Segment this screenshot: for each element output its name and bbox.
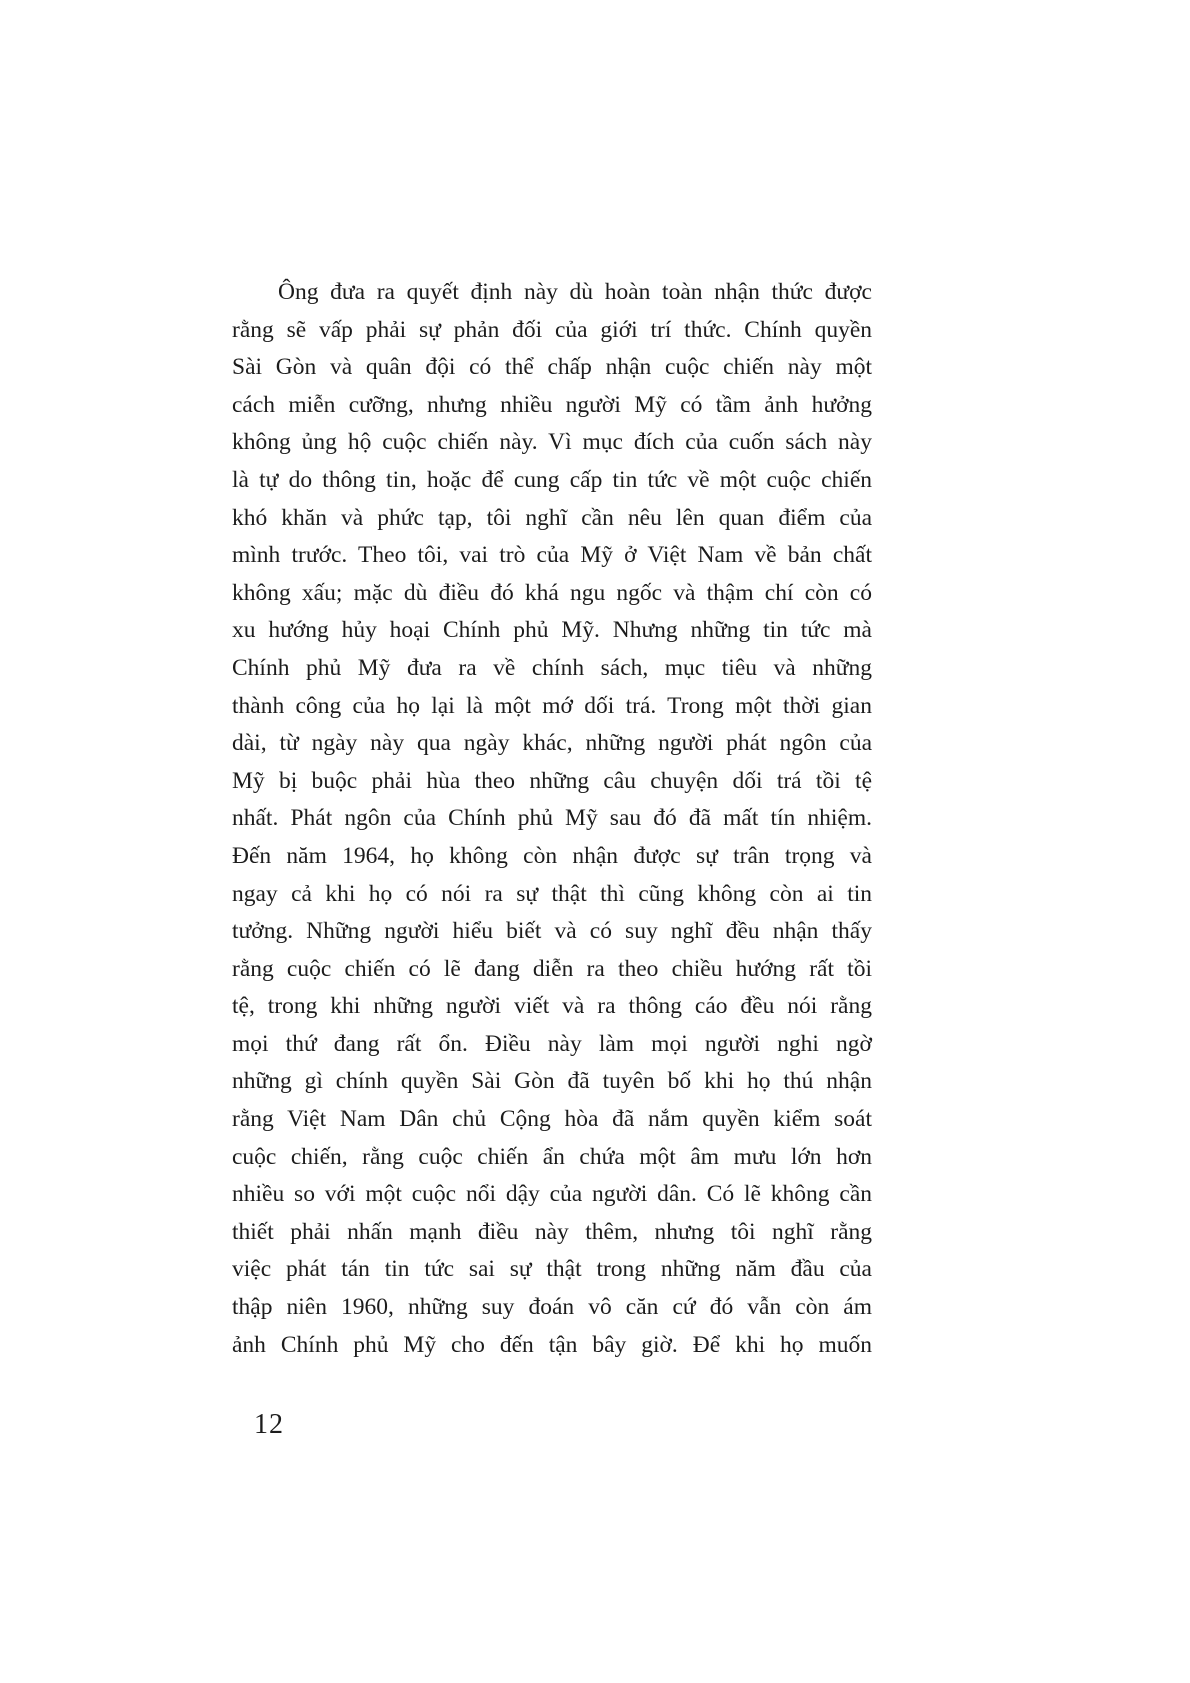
- text-line: không ủng hộ cuộc chiến này. Vì mục đích của cuốn sách này: [232, 429, 872, 456]
- text-line: rằng sẽ vấp phải sự phản đối của giới trí thức. Chính quyền: [232, 316, 872, 343]
- text-line: Ông đưa ra quyết định này dù hoàn toàn nhận thức được: [278, 279, 872, 305]
- text-line: tưởng. Những người hiểu biết và có suy nghĩ đều nhận thấy: [232, 918, 872, 945]
- text-line: rằng Việt Nam Dân chủ Cộng hòa đã nắm quyền kiểm soát: [232, 1106, 872, 1133]
- text-line: những gì chính quyền Sài Gòn đã tuyên bố khi họ thú nhận: [232, 1068, 872, 1095]
- text-line: cách miễn cưỡng, nhưng nhiều người Mỹ có tầm ảnh hưởng: [232, 391, 872, 418]
- text-line: Sài Gòn và quân đội có thể chấp nhận cuộc chiến này một: [232, 354, 872, 381]
- text-line: Mỹ bị buộc phải hùa theo những câu chuyện dối trá tồi tệ: [232, 767, 872, 794]
- text-line: thành công của họ lại là một mớ dối trá. Trong một thời gian: [232, 692, 872, 719]
- text-line: thập niên 1960, những suy đoán vô căn cứ đó vẫn còn ám: [232, 1294, 872, 1321]
- page-number: 12: [254, 1409, 284, 1440]
- text-line: rằng cuộc chiến có lẽ đang diễn ra theo chiều hướng rất tồi: [232, 955, 872, 982]
- text-line: khó khăn và phức tạp, tôi nghĩ cần nêu lên quan điểm của: [232, 504, 872, 531]
- text-line: Đến năm 1964, họ không còn nhận được sự trân trọng và: [232, 842, 872, 869]
- text-line: dài, từ ngày này qua ngày khác, những người phát ngôn của: [232, 730, 872, 757]
- text-line: Chính phủ Mỹ đưa ra về chính sách, mục tiêu và những: [232, 654, 872, 681]
- text-line: không xấu; mặc dù điều đó khá ngu ngốc và thậm chí còn có: [232, 579, 872, 606]
- text-line: mọi thứ đang rất ổn. Điều này làm mọi người nghi ngờ: [232, 1030, 872, 1057]
- text-line: thiết phải nhấn mạnh điều này thêm, nhưng tôi nghĩ rằng: [232, 1218, 872, 1245]
- text-line: là tự do thông tin, hoặc để cung cấp tin tức về một cuộc chiến: [232, 466, 872, 493]
- text-line: mình trước. Theo tôi, vai trò của Mỹ ở Việt Nam về bản chất: [232, 542, 872, 569]
- text-line: nhiều so với một cuộc nổi dậy của người dân. Có lẽ không cần: [232, 1181, 872, 1208]
- text-line: ngay cả khi họ có nói ra sự thật thì cũng không còn ai tin: [232, 880, 872, 907]
- text-line: việc phát tán tin tức sai sự thật trong những năm đầu của: [232, 1256, 872, 1283]
- text-line: nhất. Phát ngôn của Chính phủ Mỹ sau đó đã mất tín nhiệm.: [232, 805, 872, 832]
- text-line: xu hướng hủy hoại Chính phủ Mỹ. Nhưng những tin tức mà: [232, 617, 872, 644]
- paragraph: [232, 274, 872, 1364]
- text-line: cuộc chiến, rằng cuộc chiến ẩn chứa một âm mưu lớn hơn: [232, 1143, 872, 1170]
- text-line: ảnh Chính phủ Mỹ cho đến tận bây giờ. Để khi họ muốn: [232, 1331, 872, 1358]
- text-line: tệ, trong khi những người viết và ra thông cáo đều nói rằng: [232, 993, 872, 1020]
